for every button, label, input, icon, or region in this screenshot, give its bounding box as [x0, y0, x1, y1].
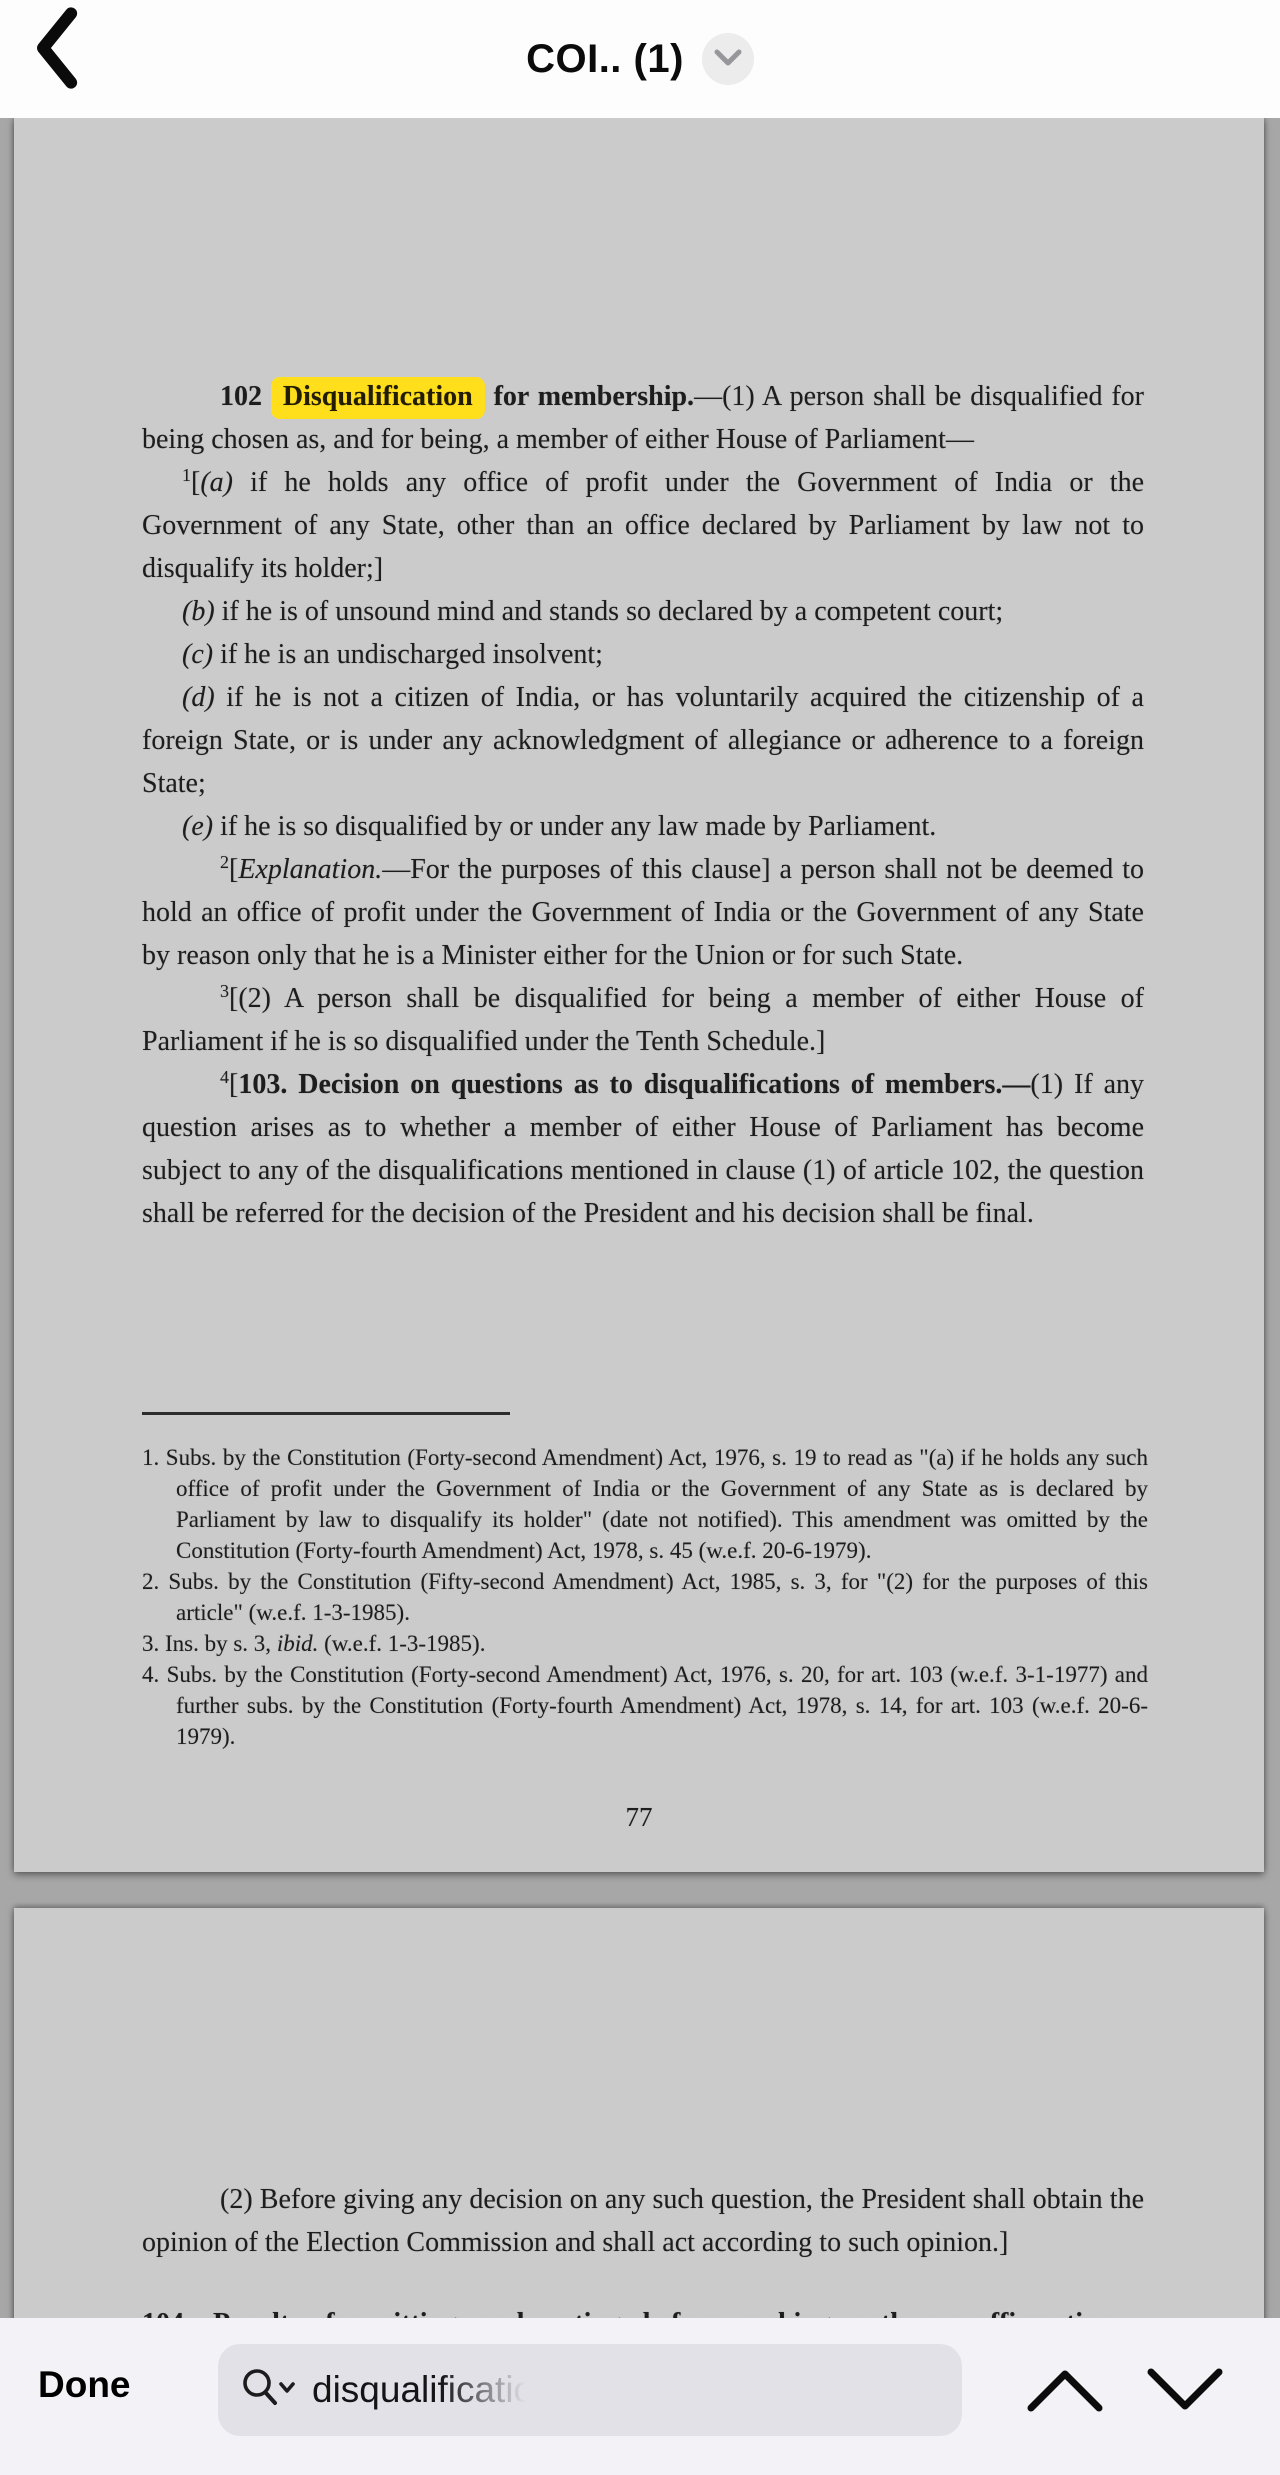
footnote-text: Subs. by the Constitution (Fifty-second Amendment) Act, 1985, s. 3, for "(2) for the purposes of this article" (w.e.f. 1-3-1985).: [159, 1569, 1148, 1625]
clause-text: if he is not a citizen of India, or has voluntarily acquired the citizenship of a foreign State, or is under any acknowledgment of allegiance or adherence to a foreign State;: [142, 682, 1144, 799]
navbar-title-group: [0, 0, 1280, 118]
next-match-button[interactable]: [1140, 2358, 1230, 2424]
search-highlight-match: Disqualification: [271, 377, 485, 419]
clause-letter: (a): [200, 467, 233, 498]
previous-match-button[interactable]: [1020, 2358, 1110, 2424]
clause-d: [142, 676, 1144, 805]
document-title: COI.. (1): [526, 36, 684, 81]
article-103-text: (1) If any question arises as to whether a member of either House of Parliament has become subject to any of the disqualifications mentioned in clause (1) of article 102, the question shall be referred for the decision of the President and his decision shall be final.: [142, 1069, 1144, 1229]
page-78-text: [142, 2178, 1144, 2264]
footnote-number: 3.: [142, 1631, 160, 1656]
footnote-2: [142, 1566, 1148, 1628]
article-102-intro: —(1) A person shall be disqualified for being chosen as, and for being, a member of either House of Parliament—: [142, 381, 1144, 455]
chevron-down-icon: [712, 47, 744, 72]
article-102-paragraph: [142, 375, 1144, 461]
explanation-paragraph: [142, 848, 1144, 977]
page-77-text: [142, 375, 1144, 1235]
explanation-text: —For the purposes of this clause] a person shall not be deemed to hold an office of profit under the Government of India or the Government of any State by reason only that he is a Minister either for the Union or for such State.: [142, 854, 1144, 971]
chevron-up-icon: [1023, 2362, 1107, 2421]
clause-text: if he is an undischarged insolvent;: [213, 639, 603, 670]
explanation-label: Explanation.: [238, 854, 383, 885]
clause-a: [142, 461, 1144, 590]
navigation-bar: [0, 0, 1280, 118]
footnote-ibid: ibid.: [276, 1631, 319, 1656]
article-103-title: 103. Decision on questions as to disqualifications of members.—: [238, 1069, 1031, 1100]
clause-letter: (d): [182, 682, 215, 713]
search-toolbar: [0, 2318, 1280, 2475]
clause-e: [142, 805, 1144, 848]
footnote-text: Subs. by the Constitution (Forty-second Amendment) Act, 1976, s. 20, for art. 103 (w.e.f. 3-1-1977) and further subs. by the Constitution (Forty-fourth Amendment) Act, 1978, s. 14, for art. 103 (w.e.f. 20-6-1979).: [159, 1662, 1148, 1749]
article-102-title: for membership.: [484, 381, 695, 412]
chevron-down-icon: [1143, 2362, 1227, 2421]
clause-text: if he holds any office of profit under the Government of India or the Government of any State, other than an office declared by Parliament by law not to disqualify its holder;]: [142, 467, 1144, 584]
article-103-paragraph: [142, 1063, 1144, 1235]
search-options-icon[interactable]: [240, 2367, 296, 2414]
clause-b: [142, 590, 1144, 633]
title-dropdown-button[interactable]: [702, 33, 754, 85]
clause-text: if he is so disqualified by or under any law made by Parliament.: [213, 811, 937, 842]
pdf-page-77: [14, 118, 1264, 1872]
page-number: 77: [625, 1802, 653, 1832]
footnote-3: [142, 1628, 1148, 1659]
bracket: [: [229, 854, 239, 885]
footnote-separator: [142, 1412, 510, 1415]
footnotes-section: [142, 1412, 1148, 1752]
clause-text: if he is of unsound mind and stands so declared by a competent court;: [214, 596, 1004, 627]
footnote-ref-2: 2: [220, 852, 229, 872]
article-102-number: 102: [220, 381, 271, 412]
footnote-text: Ins. by s. 3,: [159, 1631, 277, 1656]
footnote-text: (w.e.f. 1-3-1985).: [318, 1631, 486, 1656]
clause-letter: (c): [182, 639, 214, 670]
footnote-ref-1: 1: [182, 465, 191, 485]
bracket: [: [229, 1069, 239, 1100]
footnote-number: 2.: [142, 1569, 160, 1594]
footnote-number: 1.: [142, 1445, 160, 1470]
search-field[interactable]: [218, 2344, 962, 2436]
search-input[interactable]: disqualificatio: [312, 2369, 535, 2410]
clause-2-paragraph: [142, 977, 1144, 1063]
footnote-ref-4: 4: [220, 1067, 229, 1087]
clause-c: [142, 633, 1144, 676]
footnote-4: [142, 1659, 1148, 1752]
clause-letter: (b): [182, 596, 215, 627]
footnote-text: Subs. by the Constitution (Forty-second Amendment) Act, 1976, s. 19 to read as "(a) if he holds any such office of profit under the Government of India or the Government of any State as is declared by Parliament by law to disqualify its holder" (date not notified). This amendment was omitted by the Constitution (Forty-fourth Amendment) Act, 1978, s. 45 (w.e.f. 20-6-1979).: [159, 1445, 1148, 1563]
footnote-number: 4.: [142, 1662, 160, 1687]
bracket: [: [191, 467, 201, 498]
footnote-1: [142, 1442, 1148, 1566]
footnote-ref-3: 3: [220, 981, 229, 1001]
article-103-clause-2: (2) Before giving any decision on any such question, the President shall obtain the opinion of the Election Commission and shall act according to such opinion.]: [142, 2184, 1144, 2258]
done-button[interactable]: Done: [38, 2364, 131, 2405]
clause-2-text: [(2) A person shall be disqualified for being a member of either House of Parliament if he is so disqualified under the Tenth Schedule.]: [142, 983, 1144, 1057]
clause-letter: (e): [182, 811, 214, 842]
